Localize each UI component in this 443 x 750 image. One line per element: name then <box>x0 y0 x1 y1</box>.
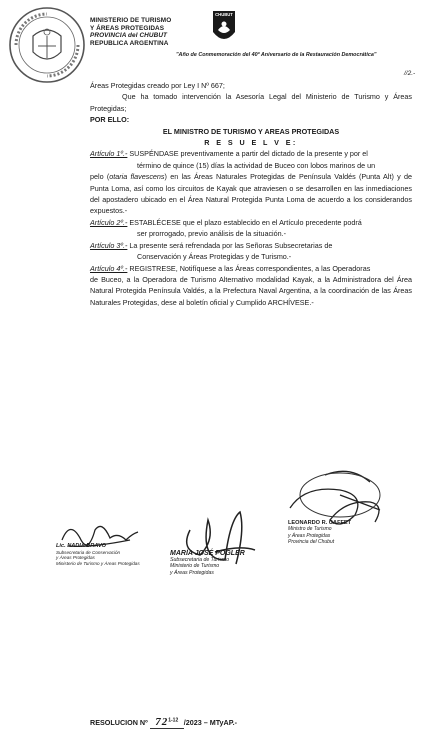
signer-name: Lic. NADIA BRAVO <box>56 543 107 549</box>
article-1 <box>90 148 412 216</box>
resolution-number <box>90 716 237 729</box>
signer-title: Subsecretaria de Conservación <box>56 549 121 555</box>
resolution-prefix: RESOLUCION Nº <box>90 718 148 727</box>
species-name: otaria flavescens <box>109 172 165 182</box>
article-label: Artículo 3º.- <box>90 240 128 250</box>
article-text: Conservación y Áreas Protegidas y de Turismo.- <box>137 252 292 262</box>
signer-name: MARÍA JOSÉ POGLER <box>170 550 245 557</box>
resolution-number-value: 72 <box>155 716 169 728</box>
ministry-line: REPUBLICA ARGENTINA <box>90 39 169 47</box>
article-text: ser prorrogado, previo análisis de la situación.- <box>137 229 287 239</box>
ministry-line: Y ÁREAS PROTEGIDAS <box>90 24 165 32</box>
signature-block-right <box>288 520 351 546</box>
ministry-line: MINISTERIO DE TURISMO <box>90 17 172 24</box>
article-label: Artículo 1º.- <box>90 149 128 159</box>
ministry-line: PROVINCIA del CHUBUT <box>90 32 168 40</box>
resuelve-heading: R E S U E L V E: <box>204 138 298 148</box>
signer-title: y Áreas Protegidas <box>170 569 214 576</box>
motto: "Año de Conmemoración del 40º Aniversario de la Restauración Democrática" <box>176 52 377 58</box>
article-text: REGISTRESE, Notifíquese a las Áreas correspondientes, a las Operadoras <box>129 263 371 273</box>
signer-title: Subsecretaria de Turismo <box>170 557 230 564</box>
logo-text: CHUBUT <box>215 12 233 17</box>
chubut-logo <box>210 8 238 48</box>
article-text: pelo ( <box>90 172 110 182</box>
article-text: término de quince (15) días la actividad de Buceo con lobos marinos de un <box>137 160 376 170</box>
article-text: ESTABLÉCESE que el plazo establecido en el Artículo precedente podrá <box>129 217 362 227</box>
signer-title: y Áreas Protegidas <box>288 532 331 539</box>
signer-title: Provincia del Chubut <box>288 539 335 546</box>
article-3 <box>90 240 412 263</box>
article-2 <box>90 217 412 240</box>
page-number: //2.- <box>404 70 416 77</box>
signature-right <box>290 471 380 524</box>
signature-block-left <box>56 544 140 566</box>
article-4 <box>90 263 412 309</box>
minister-heading: EL MINISTRO DE TURISMO Y AREAS PROTEGIDAS <box>162 126 340 136</box>
article-text: de Buceo, a la Operadora de Turismo Alternativo modalidad Kayak, a la Administradora del Área Natural Protegida Península Valdés, a la Prefectura Naval Argentina, a la coordinación de las Áreas Naturales Protegidas, dese al boletín oficial y Cumplido ARCHÍVESE.- <box>90 274 412 307</box>
resolution-body <box>90 80 412 308</box>
resolution-number-note: 1-12 <box>168 717 179 724</box>
resolution-suffix: /2023 – MTyAP.- <box>183 718 237 727</box>
article-label: Artículo 2º.- <box>90 217 128 227</box>
considerando: Que ha tomado intervención la Asesoría Legal del Ministerio de Turismo y Áreas Protegidas; <box>90 92 412 113</box>
signer-name: LEONARDO R. GAFFET <box>288 520 352 526</box>
signature-strokes <box>40 460 430 600</box>
signer-title: y Áreas Protegidas <box>56 555 95 561</box>
signer-title: Ministerio de Turismo y Áreas Protegidas <box>56 560 140 566</box>
article-label: Artículo 4º.- <box>90 263 128 273</box>
ministry-header <box>90 17 171 47</box>
article-text: La presente será refrendada por las Señoras Subsecretarias de <box>129 240 333 250</box>
body-line: Áreas Protegidas creado por Ley I Nº 667; <box>90 81 225 90</box>
signer-title: Ministro de Turismo <box>288 526 332 533</box>
signature-block-middle <box>170 551 245 576</box>
article-text: SUSPÉNDASE preventivamente a partir del dictado de la presente y por el <box>129 149 368 159</box>
signer-title: Ministerio de Turismo <box>170 563 220 570</box>
por-ello: POR ELLO: <box>90 115 130 125</box>
ministry-seal <box>8 6 86 84</box>
article-text: ) en las Áreas Naturales Protegidas de Península Valdés (Punta Alt) y de Punta Loma, así como los circuitos de Kayak que atraviesen o se desarrollen en las inmediaciones del apostadero ubicado en el Área Natural Protegida Punta Loma de acuerdo a los considerandos expuestos.- <box>90 172 413 216</box>
